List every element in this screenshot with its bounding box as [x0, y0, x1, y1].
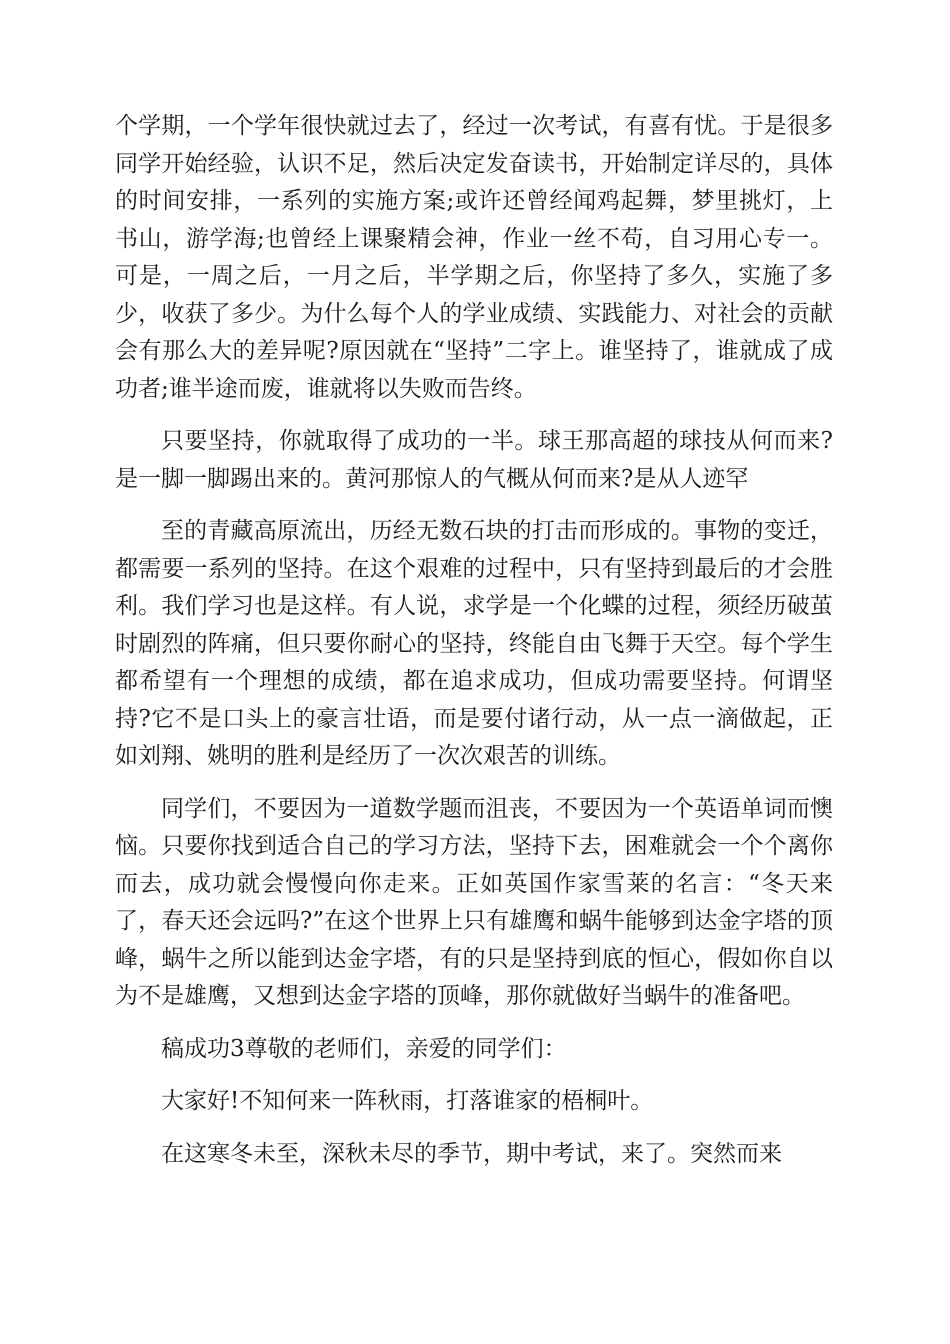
paragraph-7: 在这寒冬未至，深秋未尽的季节，期中考试，来了。突然而来 — [161, 1140, 782, 1167]
paragraph-3: 至的青藏高原流出，历经无数石块的打击而形成的。事物的变迁，都需要一系列的坚持。在这个艰难的过程中，只有坚持到最后的才会胜利。我们学习也是这样。有人说，求学是一个化蝶的过程，须经历破茧时剧烈的阵痛，但只要你耐心的坚持，终能自由飞舞于天空。每个学生都希望有一个理想的成绩，都在追求成功，但成功需要坚持。何谓坚持?它不是口头上的豪言壮语，而是要付诸行动，从一点一滴做起，正如刘翔、姚明的胜利是经历了一次次艰苦的训练。 — [115, 518, 833, 769]
paragraph-1: 个学期，一个学年很快就过去了，经过一次考试，有喜有忧。于是很多同学开始经验，认识不足，然后决定发奋读书，开始制定详尽的，具体的时间安排，一系列的实施方案;或许还曾经闻鸡起舞，梦里挑灯，上书山，游学海;也曾经上课聚精会神，作业一丝不苟，自习用心专一。可是，一周之后，一月之后，半学期之后，你坚持了多久，实施了多少，收获了多少。为什么每个人的学业成绩、实践能力、对社会的贡献会有那么大的差异呢?原因就在“坚持”二字上。谁坚持了，谁就成了成功者;谁半途而废，谁就将以失败而告终。 — [115, 113, 833, 402]
paragraph-2: 只要坚持，你就取得了成功的一半。球王那高超的球技从何而来?是一脚一脚踢出来的。黄河那惊人的气概从何而来?是从人迹罕 — [115, 428, 833, 492]
document-page — [115, 108, 833, 1188]
paragraph-6: 大家好!不知何来一阵秋雨，打落谁家的梧桐叶。 — [161, 1088, 654, 1114]
paragraph-5: 稿成功3尊敬的老师们，亲爱的同学们： — [161, 1035, 567, 1062]
paragraph-4: 同学们，不要因为一道数学题而沮丧，不要因为一个英语单词而懊恼。只要你找到适合自己的学习方法，坚持下去，困难就会一个个离你而去，成功就会慢慢向你走来。正如英国作家雪莱的名言：“冬天来了，春天还会远吗?”在这个世界上只有雄鹰和蜗牛能够到达金字塔的顶峰，蜗牛之所以能到达金字塔，有的只是坚持到底的恒心，假如你自以为不是雄鹰，又想到达金字塔的顶峰，那你就做好当蜗牛的准备吧。 — [115, 795, 833, 1009]
